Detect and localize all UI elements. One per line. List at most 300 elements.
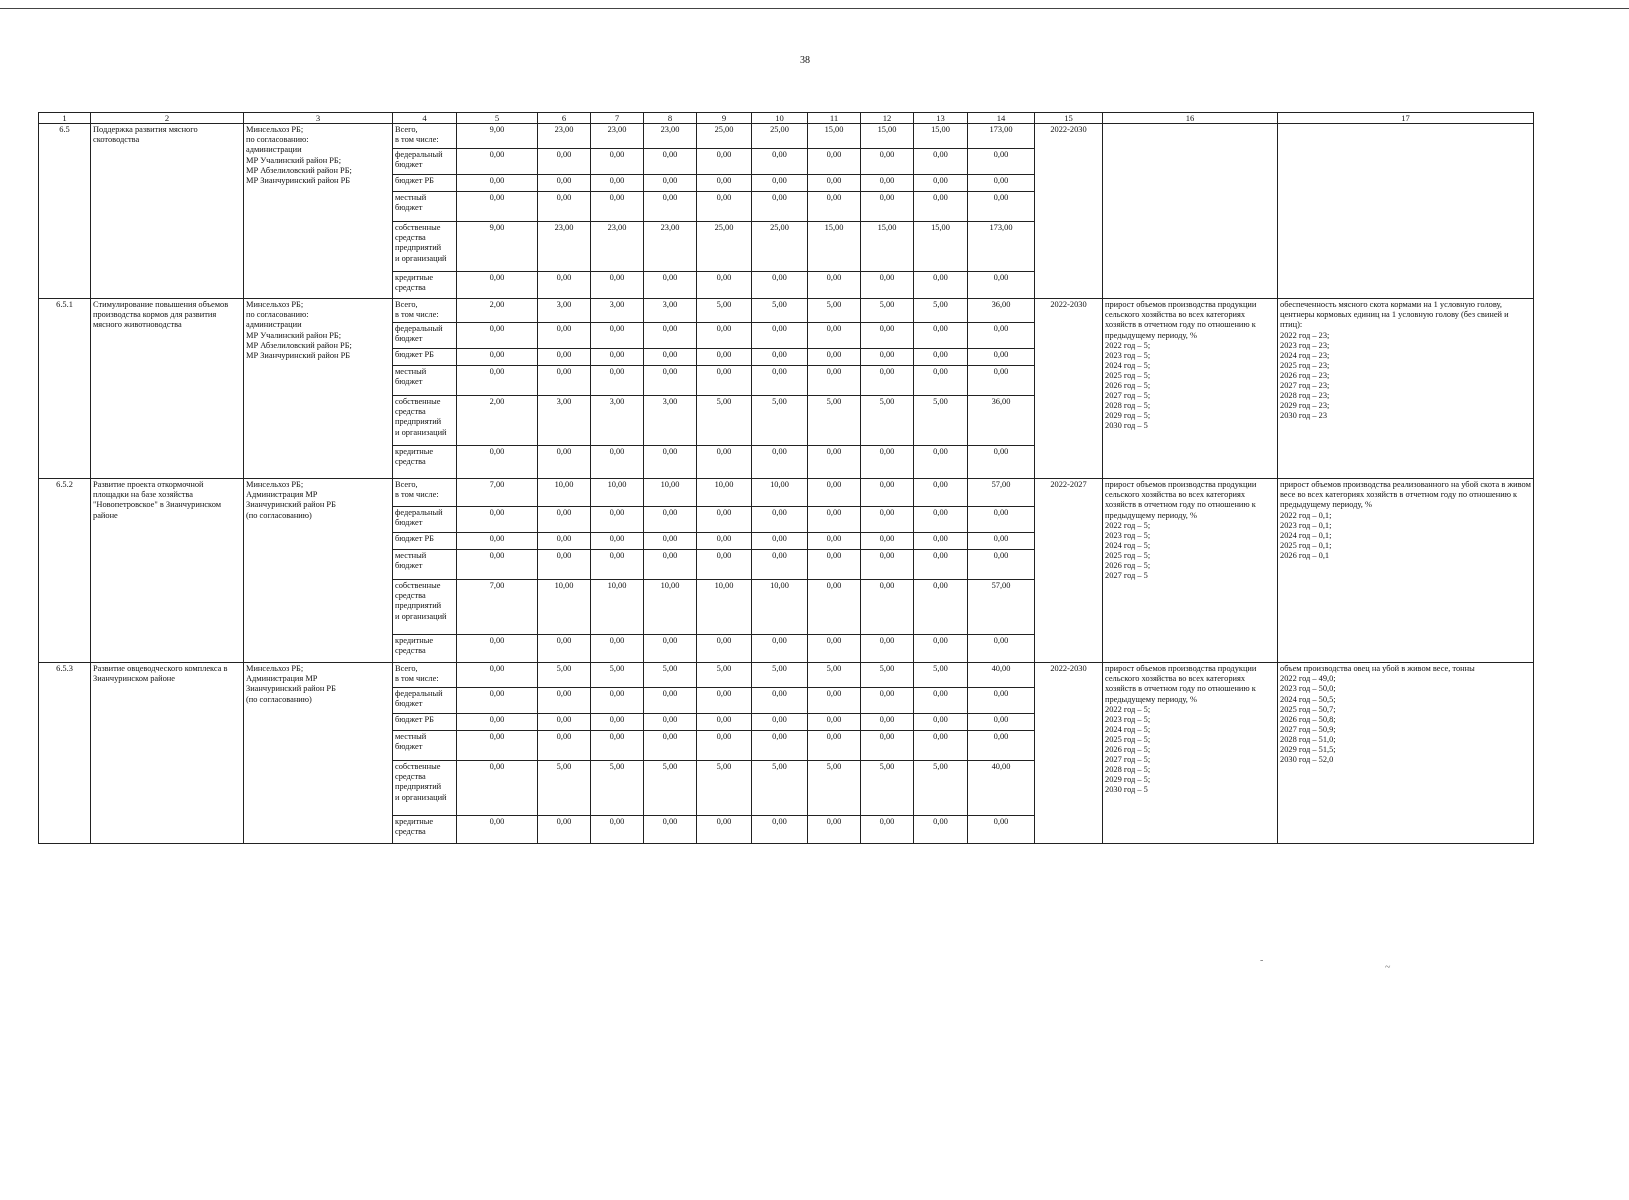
scan-speck: ~ — [1385, 962, 1391, 973]
funding-value: 0,00 — [457, 349, 538, 366]
table-row — [39, 663, 1534, 688]
funding-value: 0,00 — [697, 192, 752, 222]
target-text: прирост объемов производства реализованного на убой скота в живом весе во всех категориях хозяйств в отчетном году по отношению к предыдущему периоду, % 2022 год – 0,1; 2023 год – 0,1; 2024 год – 0,1; 2025 год – 0,1; 2026 год – 0,1 — [1278, 479, 1534, 663]
funding-value: 0,00 — [644, 192, 697, 222]
funding-value: 23,00 — [591, 222, 644, 272]
funding-value: 10,00 — [752, 580, 808, 635]
funding-source: федеральный бюджет — [393, 507, 457, 533]
funding-value: 0,00 — [644, 688, 697, 714]
funding-value: 0,00 — [591, 149, 644, 175]
funding-value: 0,00 — [914, 366, 968, 396]
funding-value: 0,00 — [914, 272, 968, 299]
funding-source: Всего, в том числе: — [393, 124, 457, 149]
funding-value: 0,00 — [808, 816, 861, 844]
funding-value: 0,00 — [752, 714, 808, 731]
funding-value: 0,00 — [697, 507, 752, 533]
funding-value: 0,00 — [538, 816, 591, 844]
funding-value: 3,00 — [591, 396, 644, 446]
funding-value: 5,00 — [644, 663, 697, 688]
funding-value: 0,00 — [644, 349, 697, 366]
funding-value: 0,00 — [591, 635, 644, 663]
funding-value: 0,00 — [591, 366, 644, 396]
funding-value: 0,00 — [538, 507, 591, 533]
funding-source: федеральный бюджет — [393, 688, 457, 714]
funding-value: 7,00 — [457, 479, 538, 507]
funding-value: 0,00 — [968, 192, 1035, 222]
funding-value: 3,00 — [591, 299, 644, 323]
funding-value: 0,00 — [697, 688, 752, 714]
funding-value: 0,00 — [752, 635, 808, 663]
funding-value: 0,00 — [861, 175, 914, 192]
funding-value: 0,00 — [752, 323, 808, 349]
funding-value: 10,00 — [538, 479, 591, 507]
column-number-4: 4 — [393, 113, 457, 124]
funding-value: 0,00 — [591, 550, 644, 580]
column-number-3: 3 — [244, 113, 393, 124]
funding-value: 0,00 — [861, 635, 914, 663]
funding-value: 0,00 — [591, 175, 644, 192]
funding-value: 0,00 — [697, 366, 752, 396]
funding-value: 0,00 — [914, 688, 968, 714]
funding-value: 0,00 — [808, 688, 861, 714]
funding-value: 0,00 — [861, 323, 914, 349]
funding-source: Всего, в том числе: — [393, 479, 457, 507]
funding-value: 5,00 — [538, 663, 591, 688]
funding-value: 0,00 — [697, 533, 752, 550]
funding-value: 0,00 — [968, 688, 1035, 714]
column-number-8: 8 — [644, 113, 697, 124]
funding-value: 3,00 — [644, 299, 697, 323]
column-number-7: 7 — [591, 113, 644, 124]
funding-value: 0,00 — [968, 731, 1035, 761]
funding-value: 0,00 — [697, 446, 752, 479]
funding-value: 5,00 — [861, 396, 914, 446]
funding-value: 5,00 — [697, 396, 752, 446]
funding-value: 0,00 — [861, 507, 914, 533]
funding-value: 3,00 — [538, 299, 591, 323]
funding-value: 5,00 — [644, 761, 697, 816]
funding-value: 0,00 — [808, 533, 861, 550]
funding-value: 0,00 — [538, 366, 591, 396]
implementation-period: 2022-2030 — [1035, 124, 1103, 299]
funding-value: 0,00 — [914, 714, 968, 731]
funding-value: 5,00 — [914, 299, 968, 323]
funding-value: 23,00 — [538, 222, 591, 272]
funding-value: 0,00 — [914, 533, 968, 550]
section-name: Развитие проекта откормочной площадки на базе хозяйства "Новопетровское" в Зианчуринском районе — [91, 479, 244, 663]
funding-value: 0,00 — [644, 507, 697, 533]
funding-value: 5,00 — [752, 396, 808, 446]
funding-value: 0,00 — [752, 149, 808, 175]
funding-value: 0,00 — [538, 349, 591, 366]
funding-value: 0,00 — [914, 731, 968, 761]
column-number-6: 6 — [538, 113, 591, 124]
funding-value: 0,00 — [808, 635, 861, 663]
funding-value: 0,00 — [457, 714, 538, 731]
funding-value: 10,00 — [591, 580, 644, 635]
funding-source: Всего, в том числе: — [393, 663, 457, 688]
funding-source: бюджет РБ — [393, 714, 457, 731]
funding-value: 0,00 — [861, 688, 914, 714]
column-number-10: 10 — [752, 113, 808, 124]
indicator-text: прирост объемов производства продукции сельского хозяйства во всех категориях хозяйств в отчетном году по отношению к предыдущему периоду, % 2022 год – 5; 2023 год – 5; 2024 год – 5; 2025 год – 5; 2026 год – 5; 2027 год – 5 — [1103, 479, 1278, 663]
table-row — [39, 124, 1534, 149]
funding-value: 0,00 — [644, 550, 697, 580]
funding-value: 10,00 — [697, 479, 752, 507]
funding-value: 0,00 — [591, 507, 644, 533]
funding-value: 0,00 — [861, 580, 914, 635]
target-text: обеспеченность мясного скота кормами на 1 условную голову, центнеры кормовых единиц на 1 условную голову (без свиней и птиц): 2022 год – 23; 2023 год – 23; 2024 год – 23; 2025 год – 23; 2026 год – 23; 2027 год – 23; 2028 год – 23; 2029 год – 23; 2030 год – 23 — [1278, 299, 1534, 479]
funding-value: 0,00 — [861, 366, 914, 396]
funding-value: 0,00 — [538, 149, 591, 175]
funding-value: 10,00 — [538, 580, 591, 635]
implementation-period: 2022-2030 — [1035, 299, 1103, 479]
funding-value: 0,00 — [968, 149, 1035, 175]
funding-source: собственные средства предприятий и организаций — [393, 396, 457, 446]
funding-value: 0,00 — [968, 816, 1035, 844]
funding-value: 0,00 — [914, 550, 968, 580]
funding-source: собственные средства предприятий и организаций — [393, 222, 457, 272]
funding-value: 0,00 — [808, 175, 861, 192]
section-name: Развитие овцеводческого комплекса в Зианчуринском районе — [91, 663, 244, 844]
funding-value: 0,00 — [457, 175, 538, 192]
funding-value: 0,00 — [457, 507, 538, 533]
funding-value: 0,00 — [591, 816, 644, 844]
column-number-16: 16 — [1103, 113, 1278, 124]
funding-source: кредитные средства — [393, 816, 457, 844]
funding-value: 5,00 — [538, 761, 591, 816]
funding-value: 0,00 — [914, 479, 968, 507]
section-name: Поддержка развития мясного скотоводства — [91, 124, 244, 299]
section-id: 6.5 — [39, 124, 91, 299]
funding-source: кредитные средства — [393, 635, 457, 663]
funding-value: 2,00 — [457, 299, 538, 323]
section-id: 6.5.2 — [39, 479, 91, 663]
section-executor: Минсельхоз РБ; по согласованию: администрации МР Учалинский район РБ; МР Абзелиловский район РБ; МР Зианчуринский район РБ — [244, 124, 393, 299]
section-executor: Минсельхоз РБ; Администрация МР Зианчуринский район РБ (по согласованию) — [244, 479, 393, 663]
funding-value: 0,00 — [591, 323, 644, 349]
funding-value: 0,00 — [752, 446, 808, 479]
funding-source: собственные средства предприятий и организаций — [393, 580, 457, 635]
funding-value: 9,00 — [457, 222, 538, 272]
funding-value: 0,00 — [861, 479, 914, 507]
funding-value: 15,00 — [914, 222, 968, 272]
funding-source: местный бюджет — [393, 366, 457, 396]
funding-value: 0,00 — [644, 175, 697, 192]
funding-value: 0,00 — [914, 149, 968, 175]
section-id: 6.5.3 — [39, 663, 91, 844]
funding-value: 0,00 — [861, 731, 914, 761]
funding-value: 173,00 — [968, 124, 1035, 149]
funding-value: 0,00 — [644, 731, 697, 761]
funding-source: местный бюджет — [393, 192, 457, 222]
funding-value: 0,00 — [457, 446, 538, 479]
table-row — [39, 299, 1534, 323]
funding-value: 40,00 — [968, 761, 1035, 816]
funding-source: бюджет РБ — [393, 349, 457, 366]
funding-value: 23,00 — [591, 124, 644, 149]
funding-value: 0,00 — [808, 366, 861, 396]
funding-value: 0,00 — [457, 635, 538, 663]
funding-value: 0,00 — [752, 816, 808, 844]
funding-value: 0,00 — [457, 550, 538, 580]
funding-value: 0,00 — [861, 533, 914, 550]
funding-value: 0,00 — [457, 272, 538, 299]
indicator-text — [1103, 124, 1278, 299]
funding-value: 5,00 — [808, 299, 861, 323]
funding-value: 0,00 — [644, 323, 697, 349]
funding-value: 0,00 — [457, 688, 538, 714]
funding-value: 0,00 — [538, 533, 591, 550]
funding-value: 10,00 — [752, 479, 808, 507]
funding-value: 0,00 — [968, 446, 1035, 479]
funding-value: 0,00 — [538, 272, 591, 299]
funding-value: 0,00 — [752, 366, 808, 396]
funding-value: 2,00 — [457, 396, 538, 446]
funding-value: 0,00 — [538, 731, 591, 761]
funding-value: 0,00 — [752, 349, 808, 366]
funding-value: 0,00 — [861, 550, 914, 580]
funding-value: 0,00 — [914, 175, 968, 192]
funding-value: 0,00 — [697, 149, 752, 175]
funding-value: 0,00 — [914, 635, 968, 663]
funding-source: федеральный бюджет — [393, 323, 457, 349]
funding-value: 0,00 — [968, 323, 1035, 349]
funding-value: 0,00 — [808, 731, 861, 761]
column-number-5: 5 — [457, 113, 538, 124]
funding-value: 0,00 — [861, 349, 914, 366]
funding-source: федеральный бюджет — [393, 149, 457, 175]
column-number-2: 2 — [91, 113, 244, 124]
funding-value: 0,00 — [457, 761, 538, 816]
column-number-1: 1 — [39, 113, 91, 124]
funding-value: 0,00 — [861, 272, 914, 299]
funding-value: 5,00 — [591, 761, 644, 816]
funding-value: 0,00 — [457, 816, 538, 844]
funding-value: 0,00 — [591, 192, 644, 222]
funding-value: 0,00 — [644, 714, 697, 731]
funding-value: 36,00 — [968, 299, 1035, 323]
funding-value: 0,00 — [752, 731, 808, 761]
funding-value: 0,00 — [457, 192, 538, 222]
funding-value: 5,00 — [914, 663, 968, 688]
top-border-line — [0, 8, 1629, 9]
funding-value: 0,00 — [968, 175, 1035, 192]
funding-value: 0,00 — [861, 714, 914, 731]
funding-value: 0,00 — [457, 366, 538, 396]
funding-value: 0,00 — [697, 731, 752, 761]
funding-value: 0,00 — [457, 323, 538, 349]
funding-value: 25,00 — [752, 222, 808, 272]
funding-value: 5,00 — [752, 761, 808, 816]
implementation-period: 2022-2030 — [1035, 663, 1103, 844]
column-number-12: 12 — [861, 113, 914, 124]
funding-value: 23,00 — [538, 124, 591, 149]
funding-value: 5,00 — [861, 299, 914, 323]
funding-value: 0,00 — [914, 446, 968, 479]
funding-value: 0,00 — [968, 714, 1035, 731]
funding-value: 0,00 — [538, 635, 591, 663]
funding-value: 5,00 — [752, 663, 808, 688]
funding-value: 0,00 — [644, 366, 697, 396]
funding-value: 0,00 — [591, 349, 644, 366]
funding-value: 40,00 — [968, 663, 1035, 688]
funding-value: 15,00 — [861, 222, 914, 272]
column-number-row — [39, 113, 1534, 124]
funding-value: 0,00 — [752, 688, 808, 714]
funding-value: 0,00 — [644, 149, 697, 175]
table-row — [39, 479, 1534, 507]
funding-value: 9,00 — [457, 124, 538, 149]
funding-value: 0,00 — [644, 533, 697, 550]
funding-value: 0,00 — [752, 272, 808, 299]
funding-value: 0,00 — [697, 175, 752, 192]
funding-value: 36,00 — [968, 396, 1035, 446]
page-number: 38 — [800, 55, 810, 66]
column-number-11: 11 — [808, 113, 861, 124]
indicator-text: прирост объемов производства продукции сельского хозяйства во всех категориях хозяйств в отчетном году по отношению к предыдущему периоду, % 2022 год – 5; 2023 год – 5; 2024 год – 5; 2025 год – 5; 2026 год – 5; 2027 год – 5; 2028 год – 5; 2029 год – 5; 2030 год – 5 — [1103, 663, 1278, 844]
funding-value: 5,00 — [697, 299, 752, 323]
funding-value: 0,00 — [538, 550, 591, 580]
funding-value: 25,00 — [752, 124, 808, 149]
funding-value: 5,00 — [697, 761, 752, 816]
funding-value: 0,00 — [644, 635, 697, 663]
funding-value: 25,00 — [697, 124, 752, 149]
funding-value: 0,00 — [808, 714, 861, 731]
funding-source: бюджет РБ — [393, 175, 457, 192]
funding-value: 0,00 — [968, 550, 1035, 580]
funding-value: 23,00 — [644, 124, 697, 149]
funding-source: собственные средства предприятий и организаций — [393, 761, 457, 816]
funding-value: 5,00 — [752, 299, 808, 323]
funding-value: 0,00 — [808, 446, 861, 479]
funding-table — [38, 112, 1534, 844]
funding-value: 0,00 — [591, 533, 644, 550]
funding-value: 0,00 — [697, 714, 752, 731]
target-text: объем производства овец на убой в живом весе, тонны 2022 год – 49,0; 2023 год – 50,0; 2024 год – 50,5; 2025 год – 50,7; 2026 год – 50,8; 2027 год – 50,9; 2028 год – 51,0; 2029 год – 51,5; 2030 год – 52,0 — [1278, 663, 1534, 844]
funding-value: 0,00 — [914, 323, 968, 349]
funding-value: 0,00 — [697, 349, 752, 366]
implementation-period: 2022-2027 — [1035, 479, 1103, 663]
scan-speck: - — [1260, 955, 1264, 966]
funding-value: 0,00 — [538, 446, 591, 479]
funding-value: 0,00 — [914, 507, 968, 533]
funding-value: 0,00 — [591, 731, 644, 761]
funding-value: 10,00 — [644, 580, 697, 635]
funding-source: местный бюджет — [393, 550, 457, 580]
funding-value: 5,00 — [808, 663, 861, 688]
funding-value: 0,00 — [808, 507, 861, 533]
section-name: Стимулирование повышения объемов производства кормов для развития мясного животноводства — [91, 299, 244, 479]
funding-value: 0,00 — [538, 688, 591, 714]
funding-value: 0,00 — [968, 366, 1035, 396]
funding-value: 0,00 — [591, 688, 644, 714]
funding-value: 0,00 — [861, 446, 914, 479]
funding-value: 0,00 — [861, 192, 914, 222]
funding-value: 10,00 — [591, 479, 644, 507]
funding-value: 0,00 — [457, 533, 538, 550]
funding-value: 0,00 — [808, 149, 861, 175]
funding-value: 0,00 — [538, 175, 591, 192]
funding-value: 0,00 — [457, 731, 538, 761]
funding-value: 15,00 — [808, 124, 861, 149]
funding-value: 0,00 — [914, 349, 968, 366]
funding-value: 0,00 — [457, 663, 538, 688]
funding-value: 0,00 — [968, 349, 1035, 366]
funding-value: 0,00 — [644, 816, 697, 844]
funding-value: 0,00 — [644, 446, 697, 479]
funding-value: 5,00 — [861, 761, 914, 816]
funding-value: 0,00 — [752, 533, 808, 550]
funding-value: 0,00 — [808, 479, 861, 507]
funding-value: 15,00 — [808, 222, 861, 272]
funding-value: 5,00 — [914, 396, 968, 446]
column-number-17: 17 — [1278, 113, 1534, 124]
funding-value: 15,00 — [861, 124, 914, 149]
funding-value: 5,00 — [861, 663, 914, 688]
funding-value: 0,00 — [752, 192, 808, 222]
section-id: 6.5.1 — [39, 299, 91, 479]
funding-value: 15,00 — [914, 124, 968, 149]
funding-value: 0,00 — [538, 323, 591, 349]
funding-value: 0,00 — [538, 192, 591, 222]
funding-value: 10,00 — [697, 580, 752, 635]
funding-value: 0,00 — [697, 323, 752, 349]
funding-value: 0,00 — [644, 272, 697, 299]
funding-value: 5,00 — [914, 761, 968, 816]
funding-value: 0,00 — [697, 816, 752, 844]
funding-value: 0,00 — [914, 192, 968, 222]
column-number-15: 15 — [1035, 113, 1103, 124]
column-number-13: 13 — [914, 113, 968, 124]
funding-value: 0,00 — [752, 550, 808, 580]
funding-value: 5,00 — [591, 663, 644, 688]
funding-value: 173,00 — [968, 222, 1035, 272]
funding-value: 0,00 — [457, 149, 538, 175]
funding-source: кредитные средства — [393, 446, 457, 479]
funding-value: 0,00 — [752, 175, 808, 192]
funding-value: 57,00 — [968, 479, 1035, 507]
funding-value: 5,00 — [808, 761, 861, 816]
funding-value: 0,00 — [538, 714, 591, 731]
funding-value: 0,00 — [591, 272, 644, 299]
funding-value: 7,00 — [457, 580, 538, 635]
section-executor: Минсельхоз РБ; по согласованию: администрации МР Учалинский район РБ; МР Абзелиловский район РБ; МР Зианчуринский район РБ — [244, 299, 393, 479]
funding-value: 3,00 — [644, 396, 697, 446]
funding-value: 0,00 — [808, 192, 861, 222]
funding-value: 0,00 — [914, 580, 968, 635]
table-body — [39, 113, 1534, 844]
funding-value: 0,00 — [861, 816, 914, 844]
funding-value: 25,00 — [697, 222, 752, 272]
column-number-9: 9 — [697, 113, 752, 124]
funding-value: 0,00 — [591, 714, 644, 731]
funding-value: 23,00 — [644, 222, 697, 272]
funding-value: 0,00 — [697, 272, 752, 299]
funding-value: 0,00 — [808, 580, 861, 635]
funding-value: 0,00 — [697, 550, 752, 580]
funding-value: 10,00 — [644, 479, 697, 507]
funding-value: 0,00 — [752, 507, 808, 533]
funding-value: 0,00 — [808, 550, 861, 580]
funding-value: 0,00 — [808, 323, 861, 349]
funding-source: местный бюджет — [393, 731, 457, 761]
column-number-14: 14 — [968, 113, 1035, 124]
funding-value: 0,00 — [808, 349, 861, 366]
funding-value: 0,00 — [808, 272, 861, 299]
funding-source: бюджет РБ — [393, 533, 457, 550]
funding-value: 0,00 — [697, 635, 752, 663]
